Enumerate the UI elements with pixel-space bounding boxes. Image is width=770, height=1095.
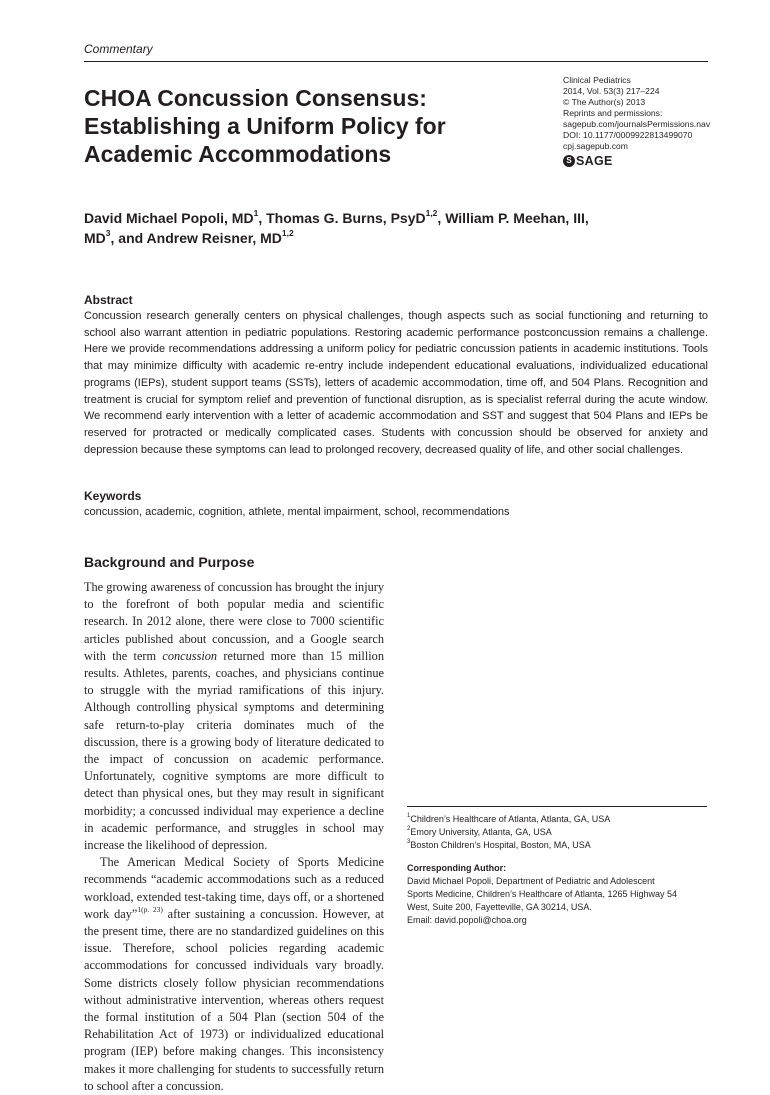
separator: , [110,230,119,246]
journal-volume: 2014, Vol. 53(3) 217–224 [563,86,660,96]
keywords-text: concussion, academic, cognition, athlete, mental impairment, school, recommendations [84,506,510,518]
article-title [84,84,524,168]
keywords-section [84,489,708,520]
sage-logo-icon: S [563,155,575,167]
abstract-heading: Abstract [84,293,133,307]
body-column-left [84,554,384,1095]
affiliation-marker: 1,2 [281,228,294,239]
author-name: David Michael Popoli, MD [84,210,254,226]
separator: , [437,210,446,226]
author-list [84,208,704,248]
affiliation-text: Emory University, Atlanta, GA, USA [410,827,552,837]
section-heading: Background and Purpose [84,554,255,570]
text-run: returned more than 15 million results. Athletes, parents, coaches, and physicians continue to struggle with the myriad ramifications of this injury. Although controlling physical symptoms and determining safe return-to-play criteria dominates much of the discussion, there is a growing body of literature dedicated to the impact of concussion on academic performance. Unfortunately, cognitive symptoms are more difficult to detect than physical ones, but they may result in significant morbidity; a concussed individual may experience a decline in academic performance, and struggles in school may increase the likelihood of depression. [84,648,384,853]
affiliations [407,813,707,852]
text-run: The growing awareness of concussion has brought the injury to the forefront of both popular media and scientific research. In 2012 alone, there were close to 7000 scientific articles published about concussion, and a Google search with the term [84,580,384,663]
section-label: Commentary [84,42,153,56]
affiliation-text: Children’s Healthcare of Atlanta, Atlanta, GA, USA [410,814,611,824]
affiliation [407,839,707,852]
corresponding-line: David Michael Popoli, Department of Pediatric and Adolescent [407,876,655,886]
emphasis: concussion [162,648,218,663]
keywords-heading: Keywords [84,489,142,503]
sage-logo-wordmark: SAGE [576,154,613,168]
affiliation-marker: 2 [407,826,411,832]
title-line: Academic Accommodations [84,141,392,167]
corresponding-line: Sports Medicine, Children’s Healthcare of Atlanta, 1265 Highway 54 [407,889,677,899]
affiliation-marker: 1 [407,813,411,819]
doi: DOI: 10.1177/0009922813499070 [563,130,693,140]
journal-metadata [563,75,733,152]
header-divider [84,61,708,62]
author-name: William P. Meehan, III, [445,210,589,226]
corresponding-email[interactable]: Email: david.popoli@choa.org [407,915,527,925]
author-name-cont: MD [84,230,106,246]
abstract-section [84,293,708,458]
affiliation [407,813,707,826]
affiliation-marker: 3 [105,228,111,239]
title-line: Establishing a Uniform Policy for [84,113,446,139]
affiliation [407,826,707,839]
affiliation-marker: 1,2 [425,208,438,219]
citation-marker: 1(p. 23) [137,904,163,914]
abstract-text: Concussion research generally centers on physical challenges, though aspects such as social functioning and returning to school also warrant attention in pediatric populations. Restoring academic performance postconcussion remains a challenge. Here we provide recommendations addressing a uniform policy for pediatric concussion patients in academic institutions. Tools that may minimize difficulty with academic re-entry include independent educational evaluations, individualized educational programs (IEPs), student support teams (SSTs), letters of academic accommodation, time off, and 504 Plans. Recognition and treatment is crucial for symptom relief and prevention of functional disruption, as is specialist referral during the acute window. We recommend early intervention with a letter of academic accommodation and SST and suggest that 504 Plans and IEPs be reserved for protracted or medically complicated cases. Students with concussion should be observed for anxiety and depression because these symptoms can lead to prolonged recovery, decreased quality of life, and other social challenges. [84,310,708,456]
separator: , [258,210,267,226]
corresponding-heading: Corresponding Author: [407,863,507,873]
affiliation-marker: 3 [407,839,411,845]
copyright: © The Author(s) 2013 [563,97,646,107]
author-name: Thomas G. Burns, PsyD [266,210,426,226]
text-run: The American Medical Society of Sports Medicine recommends “academic accommodations such as a reduced workload, extended test-taking time, days off, or a shortened work day” [84,855,384,921]
affiliation-marker: 1 [253,208,259,219]
title-line: CHOA Concussion Consensus: [84,85,427,111]
paragraph [84,579,384,854]
corresponding-author [407,862,707,927]
paragraph [84,854,384,1095]
journal-url: cpj.sagepub.com [563,141,628,151]
affiliation-text: Boston Children’s Hospital, Boston, MA, USA [410,840,591,850]
reprints-label: Reprints and permissions: [563,108,663,118]
text-run: after sustaining a concussion. However, at the present time, there are no standardized guidelines on this issue. Therefore, school policies regarding academic accommodations for concussed individuals vary broadly. Some districts closely follow physician recommendations without administrative intervention, whereas others request the formal institution of a 504 Plan (section 504 of the Rehabilitation Act of 1973) or individualized educational program (IEP) before making changes. This inconsistency makes it more challenging for students to successfully return to school after a concussion. [84,906,384,1093]
author-name: and Andrew Reisner, MD [118,230,282,246]
sage-logo [563,154,613,168]
corresponding-line: West, Suite 200, Fayetteville, GA 30214, USA. [407,902,592,912]
permissions-url: sagepub.com/journalsPermissions.nav [563,119,711,129]
footnote-divider [407,806,707,807]
journal-name: Clinical Pediatrics [563,75,631,85]
